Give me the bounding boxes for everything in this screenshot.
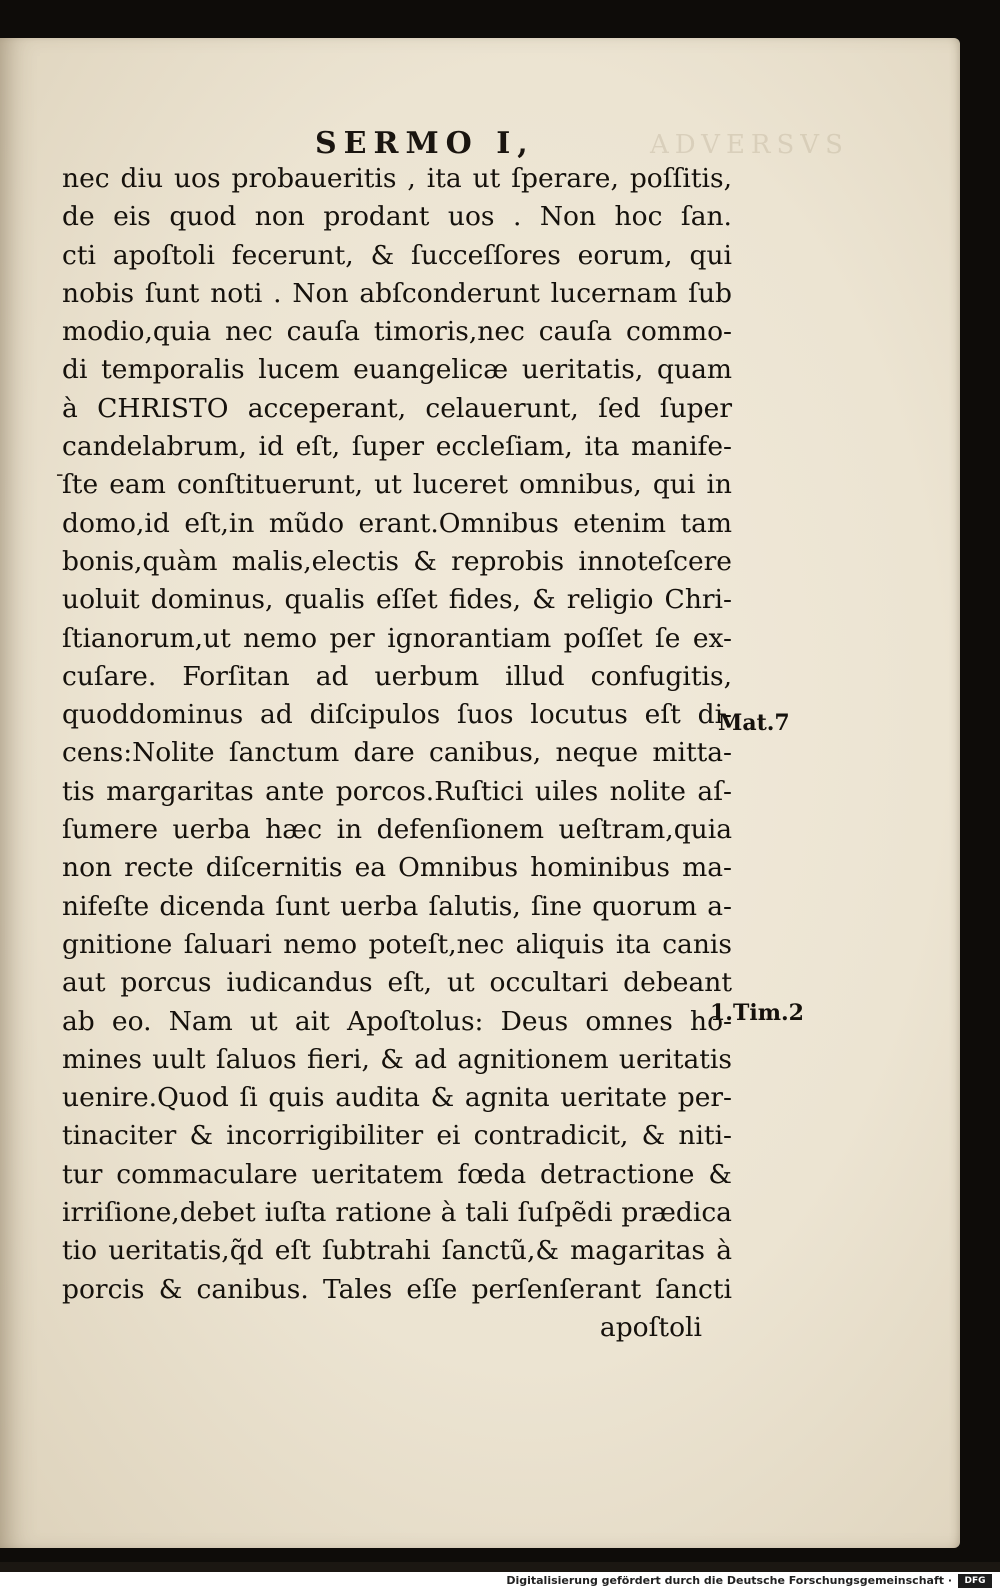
text-line: à CHRISTO acceperant, celauerunt, ſed ſuper: [62, 392, 732, 424]
text-line: nifeſte dicenda ſunt uerba ſalutis, ſine quorum a-: [62, 890, 732, 922]
margin-note-mat: Mat.7: [718, 710, 790, 736]
text-line: irriſione,debet iuſta ratione à tali ſuſpẽdi prædica: [62, 1197, 732, 1229]
text-line: di temporalis lucem euangelicæ ueritatis, quam: [62, 354, 732, 386]
dfg-logo: DFG: [958, 1574, 992, 1588]
text-line: domo,id eſt,in mũdo erant.Omnibus etenim tam: [62, 507, 732, 539]
text-line: mines uult ſaluos fieri, & ad agnitionem ueritatis: [62, 1043, 732, 1075]
text-line: gnitione ſaluari nemo poteſt,nec aliquis ita canis: [62, 928, 732, 960]
text-line: candelabrum, id eſt, ſuper eccleſiam, ita manife-: [62, 431, 732, 463]
text-line: nobis ſunt noti . Non abſconderunt lucernam ſub: [62, 277, 732, 309]
text-line: cti apoſtoli fecerunt, & ſucceſſores eorum, qui: [62, 239, 732, 271]
text-line: uenire.Quod ſi quis audita & agnita ueritate per-: [62, 1082, 732, 1114]
bleed-through-text: ADVERSVS: [650, 130, 849, 160]
running-header: SERMO I,: [315, 126, 535, 161]
footer-credit: Digitalisierung gefördert durch die Deutsche Forschungsgemeinschaft ·: [506, 1574, 952, 1587]
text-line: de eis quod non prodant uos . Non hoc ſan.: [62, 201, 732, 233]
text-line: aut porcus iudicandus eſt, ut occultari debeant: [62, 967, 732, 999]
text-line: ab eo. Nam ut ait Apoſtolus: Deus omnes ho-: [62, 1005, 732, 1037]
text-line: bonis,quàm malis,electis & reprobis innoteſcere: [62, 545, 732, 577]
text-line: cens:Nolite ſanctum dare canibus, neque mitta-: [62, 737, 732, 769]
margin-note-tim: 1.Tim.2: [710, 1000, 804, 1026]
margin-dash-mark: -: [56, 462, 64, 487]
catchword: apoſtoli: [599, 1311, 702, 1343]
text-line: tur commaculare ueritatem fœda detractione &: [62, 1158, 732, 1190]
text-line: uoluit dominus, qualis eſſet fides, & religio Chri-: [62, 584, 732, 616]
text-line: modio,quia nec cauſa timoris,nec cauſa commo-: [62, 316, 732, 348]
text-line: cuſare. Forſitan ad uerbum illud confugitis,: [62, 660, 732, 692]
text-line: tinaciter & incorrigibiliter ei contradicit, & niti-: [62, 1120, 732, 1152]
text-line: nec diu uos probaueritis , ita ut ſperare, poſſitis,: [62, 163, 732, 194]
body-text: [62, 160, 732, 1347]
text-line: ſte eam conſtituerunt, ut luceret omnibus, qui in: [62, 469, 732, 501]
text-line: porcis & canibus. Tales eſſe perſenſerant ſancti: [62, 1273, 732, 1305]
text-line: non recte diſcernitis ea Omnibus hominibus ma-: [62, 852, 732, 884]
text-line: ſumere uerba hæc in defenſionem ueſtram,quia: [62, 814, 732, 846]
text-line: ſtianorum,ut nemo per ignorantiam poſſet ſe ex-: [62, 622, 732, 654]
text-line: tis margaritas ante porcos.Ruſtici uiles nolite aſ-: [62, 775, 732, 807]
text-line: quoddominus ad diſcipulos ſuos locutus eſt di-: [62, 699, 732, 731]
text-line: tio ueritatis,q̃d eſt ſubtrahi ſanctũ,& magaritas à: [62, 1235, 732, 1267]
